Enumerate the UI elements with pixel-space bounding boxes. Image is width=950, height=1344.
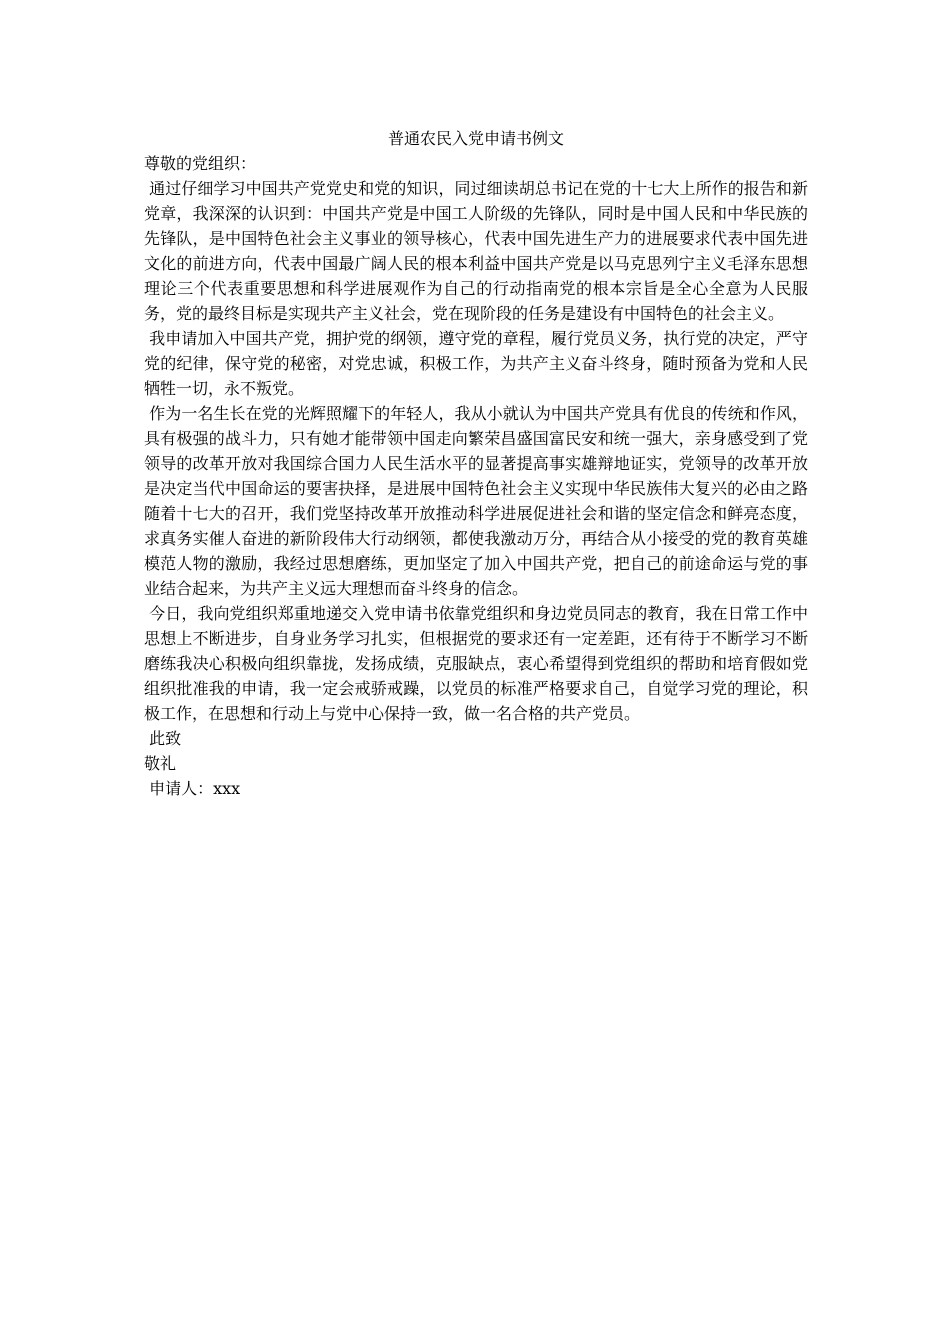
- applicant-signature: 申请人：xxx: [144, 779, 241, 798]
- paragraph-4: 今日，我向党组织郑重地递交入党申请书依靠党组织和身边党员同志的教育，我在日常工作中思想上不断进步，自身业务学习扎实，但根据党的要求还有一定差距，还有待于不断学习不断磨练我决心积极向组织靠拢，发扬成绩，克服缺点，衷心希望得到党组织的帮助和培育假如党组织批准我的申请，我一定会戒骄戒躁，以党员的标准严格要求自己，自觉学习党的理论，积极工作，在思想和行动上与党中心保持一致，做一名合格的共产党员。: [144, 604, 808, 723]
- paragraph-2: 我申请加入中国共产党，拥护党的纲领，遵守党的章程，履行党员义务，执行党的决定，严守党的纪律，保守党的秘密，对党忠诚，积极工作，为共产主义奋斗终身，随时预备为党和人民牺牲一切，永不叛党。: [144, 329, 808, 398]
- document-body: [144, 126, 808, 801]
- salutation: 尊敬的党组织：: [144, 154, 257, 173]
- closing-jing-li: 敬礼: [144, 754, 177, 773]
- document-title: 普通农民入党申请书例文: [387, 129, 564, 148]
- closing-ci-zhi: 此致: [144, 729, 182, 748]
- paragraph-3: 作为一名生长在党的光辉照耀下的年轻人，我从小就认为中国共产党具有优良的传统和作风，具有极强的战斗力，只有她才能带领中国走向繁荣昌盛国富民安和统一强大，亲身感受到了党领导的改革开放对我国综合国力人民生活水平的显著提高事实雄辩地证实，党领导的改革开放是决定当代中国命运的要害抉择，是进展中国特色社会主义实现中华民族伟大复兴的必由之路随着十七大的召开，我们党坚持改革开放推动科学进展促进社会和谐的坚定信念和鲜亮态度，求真务实催人奋进的新阶段伟大行动纲领，都使我激动万分，再结合从小接受的党的教育英雄模范人物的激励，我经过思想磨练，更加坚定了加入中国共产党，把自己的前途命运与党的事业结合起来，为共产主义远大理想而奋斗终身的信念。: [144, 404, 808, 598]
- paragraph-1: 通过仔细学习中国共产党党史和党的知识，同过细读胡总书记在党的十七大上所作的报告和新党章，我深深的认识到：中国共产党是中国工人阶级的先锋队，同时是中国人民和中华民族的先锋队，是中国特色社会主义事业的领导核心，代表中国先进生产力的进展要求代表中国先进文化的前进方向，代表中国最广阔人民的根本利益中国共产党是以马克思列宁主义毛泽东思想理论三个代表重要思想和科学进展观作为自己的行动指南党的根本宗旨是全心全意为人民服务，党的最终目标是实现共产主义社会，党在现阶段的任务是建设有中国特色的社会主义。: [144, 179, 808, 323]
